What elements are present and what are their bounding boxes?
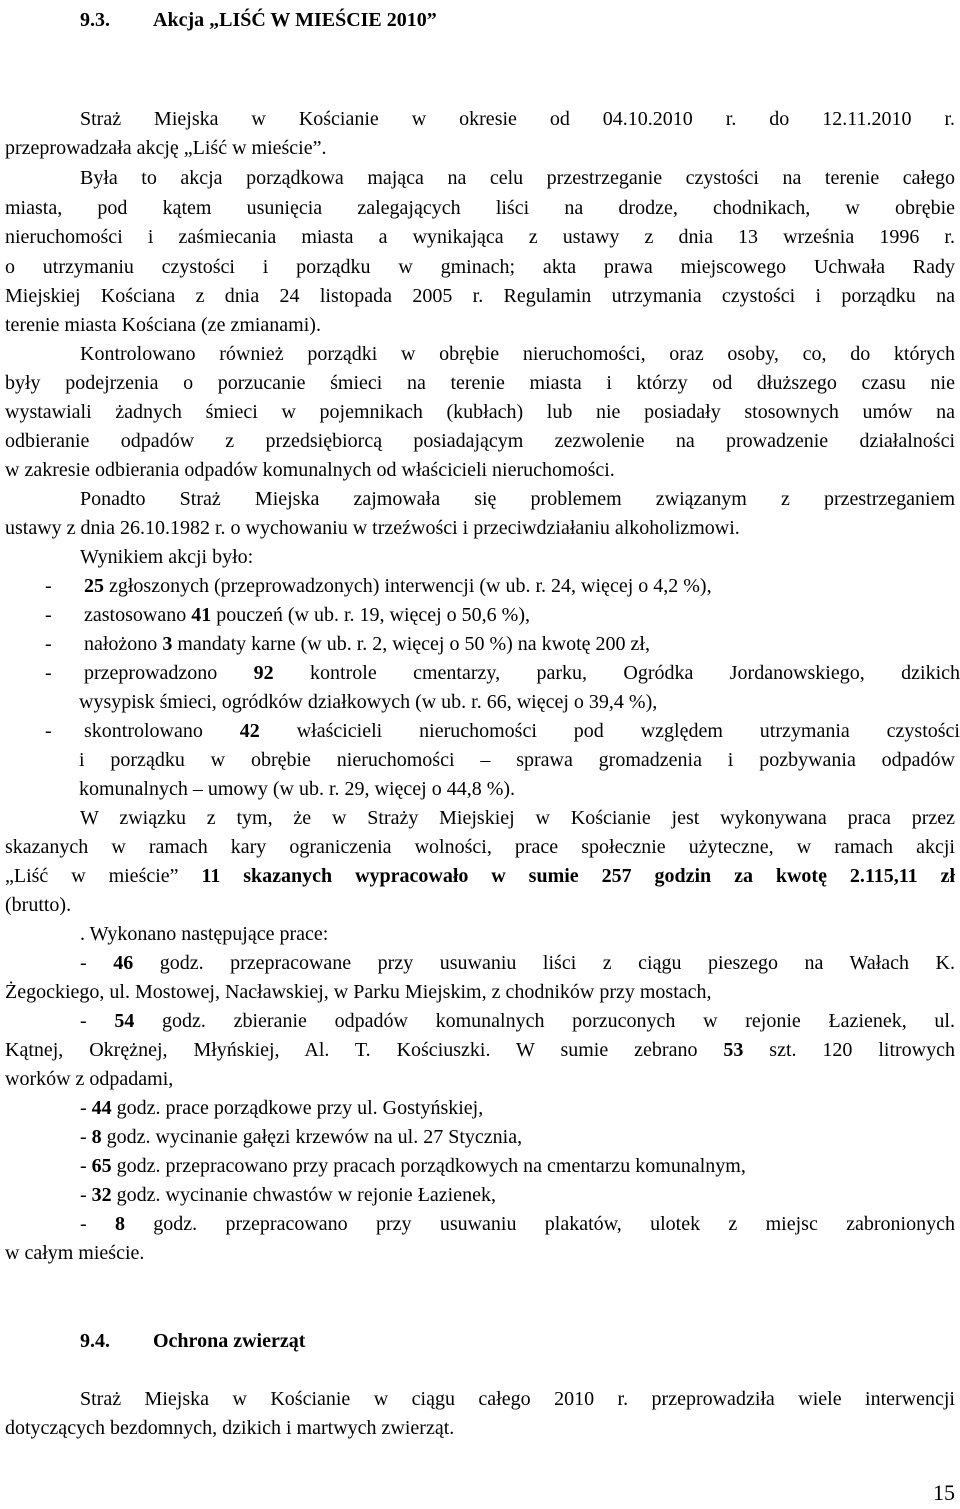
list-dash: - [45,662,52,684]
paragraph-line: Straż Miejska w Kościanie w okresie od 04.10.2010 r. do 12.11.2010 r. [80,108,955,130]
section-title: Ochrona zwierząt [153,1330,306,1352]
paragraph-line: „Liść w mieście” 11 skazanych wypracowało w sumie 257 godzin za kwotę 2.115,11 zł [5,865,956,887]
paragraph-line: przeprowadzała akcję „Liść w mieście”. [5,137,327,159]
paragraph-line: Ponadto Straż Miejska zajmowała się problemem związanym z przestrzeganiem [80,488,955,510]
list-item-text: nałożono 3 mandaty karne (w ub. r. 2, więcej o 50 %) na kwotę 200 zł, [84,633,650,655]
list-item-text: skontrolowano 42 właścicieli nieruchomości pod względem utrzymania czystości [84,720,960,742]
section-heading-9-4 [80,1327,960,1355]
work-item: - 46 godz. przepracowane przy usuwaniu liści z ciągu pieszego na Wałach K. [80,952,955,974]
work-item: - 54 godz. zbieranie odpadów komunalnych porzuconych w rejonie Łazienek, ul. [80,1010,955,1032]
paragraph-line: terenie miasta Kościana (ze zmianami). [5,314,321,336]
paragraph-line: w zakresie odbierania odpadów komunalnych od właścicieli nieruchomości. [5,459,615,481]
paragraph-line: Miejskiej Kościana z dnia 24 listopada 2005 r. Regulamin utrzymania czystości i porządku na [5,285,955,307]
list-dash: - [45,604,52,626]
paragraph-line: nieruchomości i zaśmiecania miasta a wynikająca z ustawy z dnia 13 września 1996 r. [5,226,955,248]
page-number: 15 [933,1480,955,1505]
section-heading-9-3 [80,6,960,34]
list-item-continuation: wysypisk śmieci, ogródków działkowych (w ub. r. 66, więcej o 39,4 %), [79,691,658,713]
work-item-continuation: Żegockiego, ul. Mostowej, Nacławskiej, w Parku Miejskim, z chodników przy mostach, [5,981,712,1003]
work-item-continuation: worków z odpadami, [5,1068,174,1090]
list-dash: - [45,633,52,655]
list-item-text: 25 zgłoszonych (przeprowadzonych) interwencji (w ub. r. 24, więcej o 4,2 %), [84,575,712,597]
work-item: - 65 godz. przepracowano przy pracach porządkowych na cmentarzu komunalnym, [80,1155,746,1177]
list-item-continuation: komunalnych – umowy (w ub. r. 29, więcej o 44,8 %). [79,778,516,800]
paragraph-line: Kontrolowano również porządki w obrębie nieruchomości, oraz osoby, co, do których [80,343,955,365]
work-item: - 8 godz. wycinanie gałęzi krzewów na ul. 27 Stycznia, [80,1126,523,1148]
paragraph-line: były podejrzenia o porzucanie śmieci na terenie miasta i którzy od dłuższego czasu nie [5,372,955,394]
paragraph-line: (brutto). [5,894,72,916]
work-item-continuation: w całym mieście. [5,1242,145,1264]
paragraph-line: Straż Miejska w Kościanie w ciągu całego 2010 r. przeprowadziła wiele interwencji [80,1388,955,1410]
paragraph-line: Była to akcja porządkowa mająca na celu przestrzeganie czystości na terenie całego [80,167,955,189]
work-item-continuation: Kątnej, Okrężnej, Młyńskiej, Al. T. Kościuszki. W sumie zebrano 53 szt. 120 litrowych [5,1039,956,1061]
list-item-text: przeprowadzono 92 kontrole cmentarzy, parku, Ogródka Jordanowskiego, dzikich [84,662,960,684]
paragraph-line: ustawy z dnia 26.10.1982 r. o wychowaniu w trzeźwości i przeciwdziałaniu alkoholizmowi. [5,517,740,539]
paragraph-line: dotyczących bezdomnych, dzikich i martwych zwierząt. [5,1417,455,1439]
paragraph-line: skazanych w ramach kary ograniczenia wolności, prace społecznie użyteczne, w ramach akcji [5,836,955,858]
paragraph-line: odbieranie odpadów z przedsiębiorcą posiadającym zezwolenie na prowadzenie działalności [5,430,955,452]
paragraph-line: W związku z tym, że w Straży Miejskiej w Kościanie jest wykonywana praca przez [80,807,955,829]
section-number: 9.3. [80,9,110,31]
list-dash: - [45,575,52,597]
paragraph-line: o utrzymaniu czystości i porządku w gminach; akta prawa miejscowego Uchwała Rady [5,256,955,278]
list-item-text: zastosowano 41 pouczeń (w ub. r. 19, więcej o 50,6 %), [84,604,531,626]
list-dash: - [45,720,52,742]
work-item: - 32 godz. wycinanie chwastów w rejonie Łazienek, [80,1184,496,1206]
paragraph-line: wystawiali żadnych śmieci w pojemnikach (kubłach) lub nie posiadały stosownych umów na [5,401,955,423]
results-intro: Wynikiem akcji było: [80,546,254,568]
section-title: Akcja „LIŚĆ W MIEŚCIE 2010” [153,9,437,31]
list-item-continuation: i porządku w obrębie nieruchomości – sprawa gromadzenia i pozbywania odpadów [79,749,955,771]
work-item: - 8 godz. przepracowano przy usuwaniu plakatów, ulotek z miejsc zabronionych [80,1213,955,1235]
section-number: 9.4. [80,1330,110,1352]
paragraph-line: miasta, pod kątem usunięcia zalegających liści na drodze, chodnikach, w obrębie [5,197,955,219]
work-item: - 44 godz. prace porządkowe przy ul. Gostyńskiej, [80,1097,484,1119]
paragraph-line: . Wykonano następujące prace: [80,923,329,945]
